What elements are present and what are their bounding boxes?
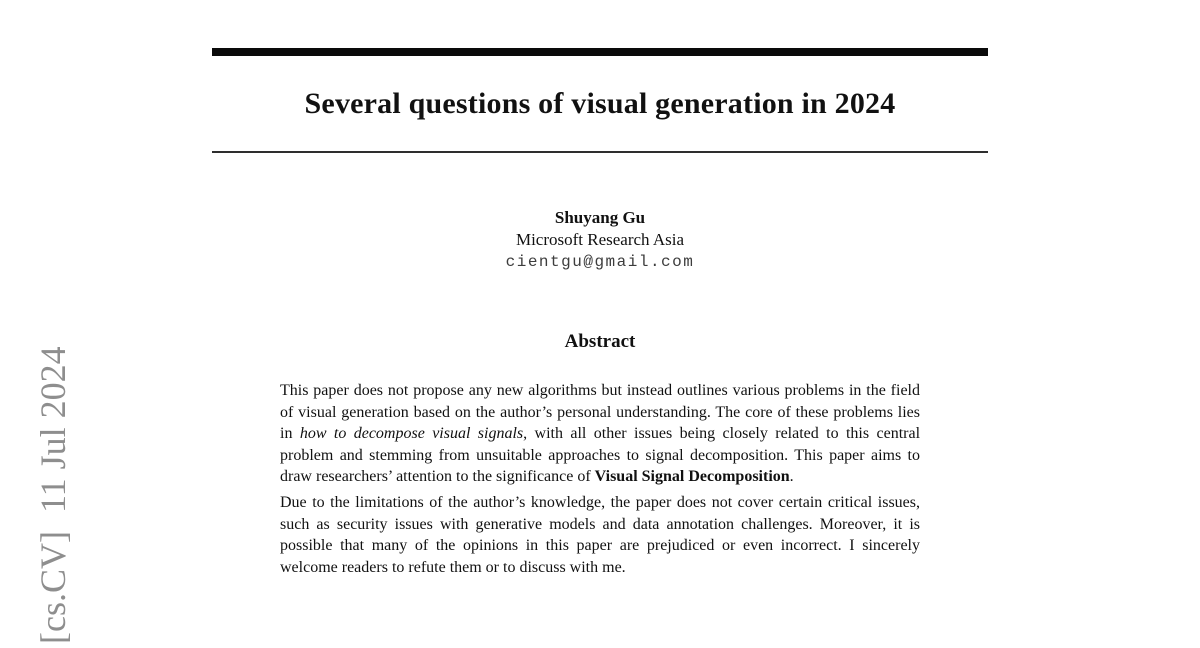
abstract-text-segment: , with all other issues being closely related to this central problem and stemming from unsuitable approaches to signal decomposition. This paper aims to draw researchers’ attention to the significance of bbox=[280, 425, 921, 486]
author-affiliation: Microsoft Research Asia bbox=[515, 230, 685, 249]
abstract-heading: Abstract bbox=[564, 331, 636, 352]
author-name: Shuyang Gu bbox=[554, 208, 646, 227]
abstract-text-segment: how to decompose visual signals bbox=[299, 425, 524, 443]
abstract-text-segment: Visual Signal Decomposition bbox=[594, 468, 790, 486]
title-rule bbox=[212, 151, 988, 153]
abstract-paragraph-2: Due to the limitations of the author’s knowledge, the paper does not cover certain critical issues, such as security issues with generative models and data annotation challenges. Moreover, it is possible that many of the opinions in this paper are prejudiced or even incorrect. I sincerely welcome readers to refute them or to discuss with me. bbox=[280, 493, 920, 576]
top-rule bbox=[212, 48, 988, 56]
author-block bbox=[212, 207, 988, 273]
paper-page bbox=[212, 0, 988, 578]
abstract-paragraph-1 bbox=[280, 380, 920, 488]
author-email: cientgu@gmail.com bbox=[505, 253, 695, 271]
abstract-body bbox=[280, 380, 920, 578]
abstract-text-segment: This paper does not propose any new algorithms but instead outlines various problems in the field of visual generation based on the author’s personal understanding. The core of these problems lies in bbox=[280, 382, 920, 443]
arxiv-watermark: [cs.CV] 11 Jul 2024 bbox=[33, 346, 73, 644]
paper-title: Several questions of visual generation in 2024 bbox=[304, 87, 896, 120]
abstract-text-segment: . bbox=[789, 468, 794, 486]
